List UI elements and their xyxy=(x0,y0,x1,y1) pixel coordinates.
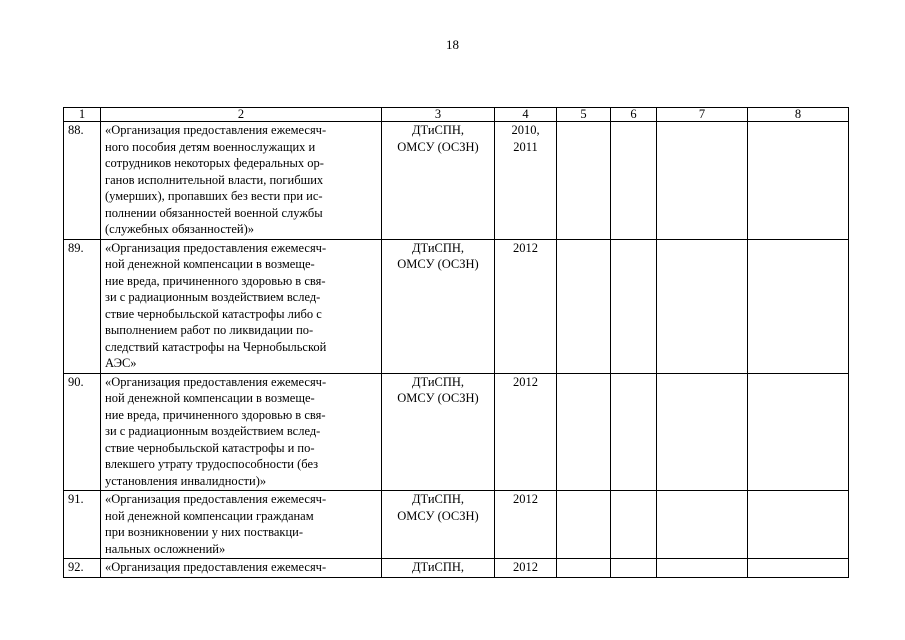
empty-cell-c7 xyxy=(657,373,748,491)
executor-line: ДТиСПН, xyxy=(411,374,465,389)
empty-cell-c7 xyxy=(657,559,748,578)
row-number: 89. xyxy=(64,239,101,373)
year-cell xyxy=(495,373,557,491)
empty-cell-c8 xyxy=(748,239,849,373)
service-name-line: ние вреда, причиненного здоровью в свя- xyxy=(105,273,326,288)
service-name-line: ние вреда, причиненного здоровью в свя- xyxy=(105,407,326,422)
table-row xyxy=(64,373,849,491)
row-number: 92. xyxy=(64,559,101,578)
service-name-line: ной денежной компенсации в возмеще- xyxy=(105,391,315,405)
empty-cell-c7 xyxy=(657,491,748,559)
empty-cell-c5 xyxy=(557,491,611,559)
empty-cell-c8 xyxy=(748,491,849,559)
empty-cell-c6 xyxy=(611,491,657,559)
executor-line: ДТиСПН, xyxy=(411,560,465,574)
year-cell xyxy=(495,122,557,240)
table-row xyxy=(64,491,849,559)
service-name-line: полнении обязанностей военной службы xyxy=(105,205,323,220)
service-name-line: ной денежной компенсации в возмеще- xyxy=(105,257,315,271)
empty-cell-c6 xyxy=(611,239,657,373)
column-header: 2 xyxy=(101,108,382,122)
year-line: 2011 xyxy=(513,139,538,154)
empty-cell-c8 xyxy=(748,122,849,240)
service-name-line: следствий катастрофы на Чернобыльской xyxy=(105,339,327,354)
empty-cell-c5 xyxy=(557,373,611,491)
service-name-line: (умерших), пропавших без вести при ис- xyxy=(105,189,323,203)
service-name-line: зи с радиационным воздействием вслед- xyxy=(105,424,321,438)
service-name-line: ствие чернобыльской катастрофы и по- xyxy=(105,440,315,455)
executor-line: ДТиСПН, xyxy=(411,240,465,255)
service-name-line: при возникновении у них поствакци- xyxy=(105,525,304,539)
column-header: 5 xyxy=(557,108,611,122)
executor-cell xyxy=(382,122,495,240)
executor-line: ОМСУ (ОСЗН) xyxy=(397,257,479,271)
service-name-cell xyxy=(101,239,382,373)
service-name-cell xyxy=(101,373,382,491)
service-name-cell xyxy=(101,122,382,240)
table-row xyxy=(64,122,849,240)
service-name-line: выполнением работ по ликвидации по- xyxy=(105,323,314,337)
service-name-line: «Организация предоставления ежемесяч- xyxy=(105,123,327,137)
page-number: 18 xyxy=(446,37,459,52)
service-name-line: АЭС» xyxy=(105,356,137,370)
table-header-row xyxy=(64,108,849,122)
service-name-line: «Организация предоставления ежемесяч- xyxy=(105,560,327,574)
executor-cell xyxy=(382,373,495,491)
year-line: 2010, xyxy=(511,123,540,137)
service-name-line: «Организация предоставления ежемесяч- xyxy=(105,374,327,389)
row-number: 90. xyxy=(64,373,101,491)
empty-cell-c5 xyxy=(557,559,611,578)
executor-cell xyxy=(382,491,495,559)
service-name-cell xyxy=(101,559,382,578)
service-name-cell xyxy=(101,491,382,559)
empty-cell-c6 xyxy=(611,122,657,240)
executor-line: ОМСУ (ОСЗН) xyxy=(397,508,479,523)
service-name-line: нальных осложнений» xyxy=(105,541,226,556)
year-line: 2012 xyxy=(513,374,538,389)
empty-cell-c6 xyxy=(611,559,657,578)
empty-cell-c8 xyxy=(748,373,849,491)
row-number: 88. xyxy=(64,122,101,240)
year-cell xyxy=(495,239,557,373)
row-number: 91. xyxy=(64,491,101,559)
service-name-line: ствие чернобыльской катастрофы либо с xyxy=(105,306,322,321)
executor-line: ОМСУ (ОСЗН) xyxy=(397,139,479,154)
service-name-line: «Организация предоставления ежемесяч- xyxy=(105,492,327,506)
year-cell xyxy=(495,559,557,578)
service-name-line: ного пособия детям военнослужащих и xyxy=(105,139,316,154)
executor-cell xyxy=(382,239,495,373)
service-name-line: «Организация предоставления ежемесяч- xyxy=(105,240,327,255)
year-line: 2012 xyxy=(513,240,538,255)
column-header: 8 xyxy=(748,108,849,122)
year-line: 2012 xyxy=(513,492,538,506)
empty-cell-c6 xyxy=(611,373,657,491)
executor-line: ДТиСПН, xyxy=(411,123,465,137)
column-header: 4 xyxy=(495,108,557,122)
service-name-line: (служебных обязанностей)» xyxy=(105,222,255,236)
service-name-line: зи с радиационным воздействием вслед- xyxy=(105,290,321,304)
year-line: 2012 xyxy=(513,560,538,574)
empty-cell-c7 xyxy=(657,122,748,240)
column-header: 6 xyxy=(611,108,657,122)
column-header: 1 xyxy=(64,108,101,122)
year-cell xyxy=(495,491,557,559)
service-name-line: ганов исполнительной власти, погибших xyxy=(105,172,324,187)
column-header: 3 xyxy=(382,108,495,122)
service-name-line: сотрудников некоторых федеральных ор- xyxy=(105,156,324,170)
executor-line: ОМСУ (ОСЗН) xyxy=(397,391,479,405)
empty-cell-c5 xyxy=(557,122,611,240)
executor-line: ДТиСПН, xyxy=(411,492,465,506)
empty-cell-c7 xyxy=(657,239,748,373)
table-row xyxy=(64,239,849,373)
service-name-line: влекшего утрату трудоспособности (без xyxy=(105,457,319,471)
column-header: 7 xyxy=(657,108,748,122)
empty-cell-c5 xyxy=(557,239,611,373)
service-name-line: установления инвалидности)» xyxy=(105,473,267,488)
service-name-line: ной денежной компенсации гражданам xyxy=(105,508,314,523)
executor-cell xyxy=(382,559,495,578)
document-table xyxy=(63,107,849,578)
empty-cell-c8 xyxy=(748,559,849,578)
table-row xyxy=(64,559,849,578)
